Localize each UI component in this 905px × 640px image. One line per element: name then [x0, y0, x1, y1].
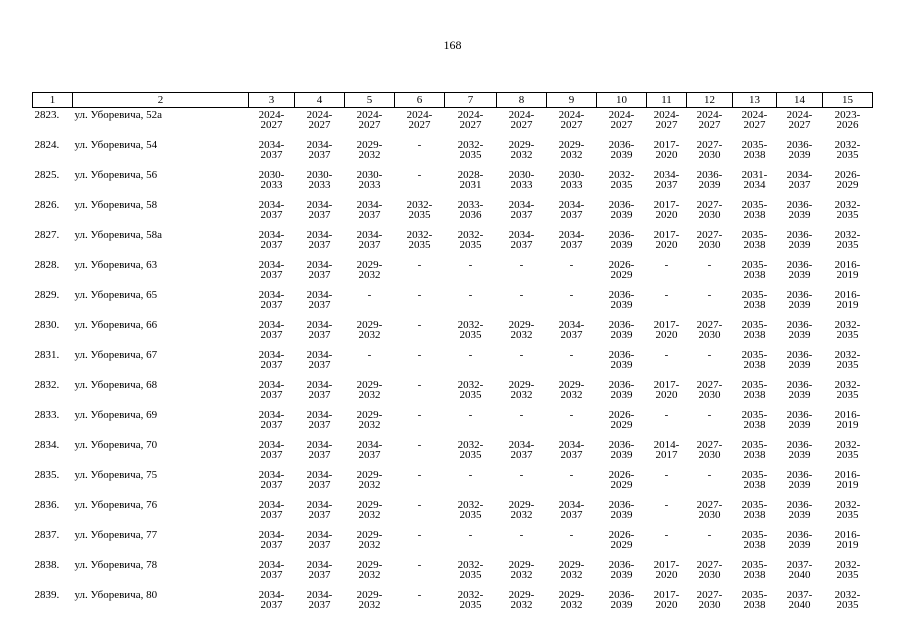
year-range-cell: -	[519, 259, 524, 271]
column-header-11: 11	[647, 93, 687, 108]
year-range-cell: 2036- 2039	[786, 349, 813, 371]
column-header-9: 9	[547, 93, 597, 108]
row-address: ул. Уборевича, 56	[74, 169, 158, 181]
year-range-cell: 2024- 2027	[258, 109, 285, 131]
year-range-cell: 2030- 2033	[558, 169, 585, 191]
year-range-cell: 2034- 2037	[306, 319, 333, 341]
year-range-cell: 2031- 2034	[741, 169, 768, 191]
year-range-cell: 2034- 2037	[306, 259, 333, 281]
year-range-cell: 2035- 2038	[741, 379, 768, 401]
year-range-cell: 2026- 2029	[608, 259, 635, 281]
year-range-cell: 2027- 2030	[696, 559, 723, 581]
year-range-cell: 2036- 2039	[608, 199, 635, 221]
year-range-cell: 2034- 2037	[306, 139, 333, 161]
year-range-cell: 2027- 2030	[696, 499, 723, 521]
year-range-cell: -	[707, 349, 712, 361]
year-range-cell: 2035- 2038	[741, 559, 768, 581]
year-range-cell: 2036- 2039	[786, 199, 813, 221]
year-range-cell: 2032- 2035	[457, 139, 484, 161]
year-range-cell: 2034- 2037	[258, 589, 285, 611]
year-range-cell: -	[417, 559, 422, 571]
year-range-cell: -	[417, 379, 422, 391]
year-range-cell: 2034- 2037	[558, 199, 585, 221]
year-range-cell: 2034- 2037	[306, 409, 333, 431]
table-row	[33, 528, 873, 558]
year-range-cell: -	[417, 319, 422, 331]
year-range-cell: 2017- 2020	[653, 589, 680, 611]
table-row	[33, 378, 873, 408]
year-range-cell: 2017- 2020	[653, 319, 680, 341]
table-row	[33, 288, 873, 318]
year-range-cell: 2017- 2020	[653, 139, 680, 161]
year-range-cell: 2032- 2035	[834, 349, 861, 371]
column-header-12: 12	[687, 93, 733, 108]
year-range-cell: 2029- 2032	[558, 559, 585, 581]
year-range-cell: 2029- 2032	[356, 469, 383, 491]
year-range-cell: 2024- 2027	[786, 109, 813, 131]
year-range-cell: 2032- 2035	[834, 439, 861, 461]
year-range-cell: 2024- 2027	[508, 109, 535, 131]
year-range-cell: -	[417, 349, 422, 361]
row-number: 2826.	[34, 199, 60, 211]
year-range-cell: 2034- 2037	[356, 199, 383, 221]
row-number: 2837.	[34, 529, 60, 541]
year-range-cell: -	[707, 259, 712, 271]
year-range-cell: 2034- 2037	[258, 259, 285, 281]
year-range-cell: -	[569, 349, 574, 361]
column-header-14: 14	[777, 93, 823, 108]
year-range-cell: -	[519, 349, 524, 361]
row-number: 2824.	[34, 139, 60, 151]
year-range-cell: 2035- 2038	[741, 199, 768, 221]
year-range-cell: -	[707, 289, 712, 301]
year-range-cell: 2035- 2038	[741, 259, 768, 281]
year-range-cell: 2036- 2039	[786, 499, 813, 521]
table-row	[33, 108, 873, 139]
year-range-cell: 2029- 2032	[558, 379, 585, 401]
row-number: 2829.	[34, 289, 60, 301]
year-range-cell: 2034- 2037	[508, 229, 535, 251]
year-range-cell: 2024- 2027	[356, 109, 383, 131]
table-row	[33, 348, 873, 378]
year-range-cell: 2034- 2037	[558, 319, 585, 341]
year-range-cell: 2037- 2040	[786, 589, 813, 611]
year-range-cell: -	[569, 469, 574, 481]
row-address: ул. Уборевича, 78	[74, 559, 158, 571]
year-range-cell: 2024- 2027	[457, 109, 484, 131]
year-range-cell: 2036- 2039	[786, 289, 813, 311]
year-range-cell: 2016- 2019	[834, 259, 861, 281]
year-range-cell: 2036- 2039	[786, 439, 813, 461]
year-range-cell: 2036- 2039	[608, 499, 635, 521]
row-number: 2830.	[34, 319, 60, 331]
row-number: 2828.	[34, 259, 60, 271]
year-range-cell: -	[569, 259, 574, 271]
year-range-cell: 2034- 2037	[258, 229, 285, 251]
year-range-cell: 2034- 2037	[306, 349, 333, 371]
year-range-cell: 2027- 2030	[696, 589, 723, 611]
year-range-cell: 2034- 2037	[306, 229, 333, 251]
row-address: ул. Уборевича, 67	[74, 349, 158, 361]
year-range-cell: 2032- 2035	[834, 319, 861, 341]
year-range-cell: -	[569, 409, 574, 421]
year-range-cell: 2023- 2026	[834, 109, 861, 131]
column-header-5: 5	[345, 93, 395, 108]
year-range-cell: -	[707, 409, 712, 421]
year-range-cell: 2034- 2037	[558, 439, 585, 461]
year-range-cell: -	[417, 499, 422, 511]
row-address: ул. Уборевича, 58а	[74, 229, 162, 241]
year-range-cell: 2034- 2037	[258, 199, 285, 221]
year-range-cell: -	[417, 589, 422, 601]
column-header-3: 3	[249, 93, 295, 108]
year-range-cell: -	[417, 259, 422, 271]
year-range-cell: -	[519, 289, 524, 301]
column-header-7: 7	[445, 93, 497, 108]
year-range-cell: -	[664, 259, 669, 271]
year-range-cell: 2024- 2027	[558, 109, 585, 131]
year-range-cell: 2036- 2039	[696, 169, 723, 191]
year-range-cell: -	[367, 349, 372, 361]
table-row	[33, 408, 873, 438]
year-range-cell: 2036- 2039	[608, 439, 635, 461]
year-range-cell: 2036- 2039	[608, 289, 635, 311]
column-header-1: 1	[33, 93, 73, 108]
year-range-cell: 2032- 2035	[406, 199, 433, 221]
year-range-cell: 2030- 2033	[306, 169, 333, 191]
table-row	[33, 258, 873, 288]
year-range-cell: -	[519, 409, 524, 421]
year-range-cell: 2034- 2037	[306, 559, 333, 581]
year-range-cell: 2035- 2038	[741, 439, 768, 461]
year-range-cell: 2029- 2032	[356, 589, 383, 611]
year-range-cell: -	[417, 409, 422, 421]
table-row	[33, 138, 873, 168]
year-range-cell: 2036- 2039	[608, 559, 635, 581]
year-range-cell: -	[664, 499, 669, 511]
table-row	[33, 228, 873, 258]
year-range-cell: 2016- 2019	[834, 469, 861, 491]
row-number: 2838.	[34, 559, 60, 571]
year-range-cell: 2032- 2035	[457, 439, 484, 461]
year-range-cell: 2034- 2037	[786, 169, 813, 191]
year-range-cell: 2028- 2031	[457, 169, 484, 191]
year-range-cell: -	[664, 469, 669, 481]
column-header-8: 8	[497, 93, 547, 108]
year-range-cell: -	[664, 349, 669, 361]
year-range-cell: -	[468, 469, 473, 481]
year-range-cell: 2034- 2037	[258, 409, 285, 431]
year-range-cell: 2032- 2035	[834, 229, 861, 251]
row-number: 2836.	[34, 499, 60, 511]
year-range-cell: 2036- 2039	[608, 229, 635, 251]
year-range-cell: 2032- 2035	[457, 319, 484, 341]
row-address: ул. Уборевича, 66	[74, 319, 158, 331]
year-range-cell: 2017- 2020	[653, 199, 680, 221]
year-range-cell: 2027- 2030	[696, 229, 723, 251]
year-range-cell: 2030- 2033	[258, 169, 285, 191]
year-range-cell: 2032- 2035	[457, 229, 484, 251]
year-range-cell: 2036- 2039	[786, 409, 813, 431]
year-range-cell: 2030- 2033	[356, 169, 383, 191]
year-range-cell: 2036- 2039	[608, 349, 635, 371]
year-range-cell: 2034- 2037	[258, 559, 285, 581]
year-range-cell: 2026- 2029	[608, 529, 635, 551]
year-range-cell: 2027- 2030	[696, 319, 723, 341]
year-range-cell: 2029- 2032	[356, 559, 383, 581]
row-number: 2831.	[34, 349, 60, 361]
year-range-cell: 2032- 2035	[406, 229, 433, 251]
year-range-cell: 2024- 2027	[653, 109, 680, 131]
year-range-cell: 2034- 2037	[558, 499, 585, 521]
year-range-cell: -	[519, 529, 524, 541]
row-address: ул. Уборевича, 65	[74, 289, 158, 301]
year-range-cell: 2034- 2037	[258, 499, 285, 521]
row-address: ул. Уборевича, 69	[74, 409, 158, 421]
year-range-cell: 2032- 2035	[834, 379, 861, 401]
row-address: ул. Уборевича, 70	[74, 439, 158, 451]
year-range-cell: 2036- 2039	[608, 379, 635, 401]
year-range-cell: 2034- 2037	[258, 379, 285, 401]
year-range-cell: 2035- 2038	[741, 229, 768, 251]
year-range-cell: 2036- 2039	[608, 319, 635, 341]
row-number: 2827.	[34, 229, 60, 241]
year-range-cell: -	[417, 529, 422, 541]
year-range-cell: -	[468, 349, 473, 361]
year-range-cell: 2036- 2039	[786, 319, 813, 341]
year-range-cell: 2037- 2040	[786, 559, 813, 581]
row-number: 2833.	[34, 409, 60, 421]
table-row	[33, 198, 873, 228]
row-address: ул. Уборевича, 58	[74, 199, 158, 211]
year-range-cell: 2017- 2020	[653, 559, 680, 581]
row-number: 2834.	[34, 439, 60, 451]
row-address: ул. Уборевича, 68	[74, 379, 158, 391]
year-range-cell: 2016- 2019	[834, 289, 861, 311]
year-range-cell: 2024- 2027	[696, 109, 723, 131]
year-range-cell: 2029- 2032	[508, 379, 535, 401]
year-range-cell: 2029- 2032	[356, 409, 383, 431]
year-range-cell: 2029- 2032	[356, 319, 383, 341]
year-range-cell: -	[569, 529, 574, 541]
year-range-cell: 2034- 2037	[558, 229, 585, 251]
row-number: 2825.	[34, 169, 60, 181]
column-header-4: 4	[295, 93, 345, 108]
column-header-13: 13	[733, 93, 777, 108]
year-range-cell: 2032- 2035	[834, 199, 861, 221]
year-range-cell: 2036- 2039	[786, 259, 813, 281]
row-number: 2839.	[34, 589, 60, 601]
year-range-cell: 2034- 2037	[306, 379, 333, 401]
year-range-cell: -	[417, 139, 422, 151]
year-range-cell: 2017- 2020	[653, 379, 680, 401]
year-range-cell: 2034- 2037	[306, 289, 333, 311]
year-range-cell: -	[664, 409, 669, 421]
page-number: 168	[443, 38, 462, 52]
row-number: 2835.	[34, 469, 60, 481]
year-range-cell: 2029- 2032	[508, 499, 535, 521]
year-range-cell: -	[707, 469, 712, 481]
year-range-cell: 2029- 2032	[558, 589, 585, 611]
row-address: ул. Уборевича, 75	[74, 469, 158, 481]
year-range-cell: 2034- 2037	[258, 289, 285, 311]
year-range-cell: 2029- 2032	[356, 529, 383, 551]
table-row	[33, 168, 873, 198]
header-row	[33, 93, 873, 108]
year-range-cell: 2024- 2027	[406, 109, 433, 131]
year-range-cell: 2029- 2032	[558, 139, 585, 161]
year-range-cell: -	[707, 529, 712, 541]
row-address: ул. Уборевича, 77	[74, 529, 158, 541]
table-row	[33, 558, 873, 588]
row-address: ул. Уборевича, 63	[74, 259, 158, 271]
year-range-cell: -	[468, 409, 473, 421]
table-row	[33, 498, 873, 528]
table-row	[33, 438, 873, 468]
year-range-cell: 2017- 2020	[653, 229, 680, 251]
year-range-cell: -	[468, 289, 473, 301]
year-range-cell: 2034- 2037	[306, 439, 333, 461]
year-range-cell: 2034- 2037	[258, 469, 285, 491]
year-range-cell: 2035- 2038	[741, 589, 768, 611]
year-range-cell: 2035- 2038	[741, 469, 768, 491]
year-range-cell: 2034- 2037	[508, 199, 535, 221]
year-range-cell: 2029- 2032	[508, 559, 535, 581]
column-header-15: 15	[823, 93, 873, 108]
year-range-cell: -	[367, 289, 372, 301]
year-range-cell: -	[468, 529, 473, 541]
year-range-cell: -	[417, 289, 422, 301]
year-range-cell: 2035- 2038	[741, 319, 768, 341]
year-range-cell: 2035- 2038	[741, 349, 768, 371]
year-range-cell: 2036- 2039	[786, 229, 813, 251]
year-range-cell: 2027- 2030	[696, 439, 723, 461]
year-range-cell: 2029- 2032	[508, 319, 535, 341]
year-range-cell: 2034- 2037	[258, 139, 285, 161]
year-range-cell: 2034- 2037	[258, 439, 285, 461]
year-range-cell: 2034- 2037	[508, 439, 535, 461]
year-range-cell: 2032- 2035	[834, 499, 861, 521]
year-range-cell: 2036- 2039	[608, 589, 635, 611]
year-range-cell: 2029- 2032	[356, 379, 383, 401]
year-range-cell: 2016- 2019	[834, 529, 861, 551]
year-range-cell: 2036- 2039	[786, 379, 813, 401]
year-range-cell: 2029- 2032	[356, 259, 383, 281]
year-range-cell: 2035- 2038	[741, 289, 768, 311]
year-range-cell: 2034- 2037	[356, 439, 383, 461]
year-range-cell: 2026- 2029	[608, 469, 635, 491]
year-range-cell: -	[417, 439, 422, 451]
year-range-cell: 2033- 2036	[457, 199, 484, 221]
year-range-cell: 2035- 2038	[741, 139, 768, 161]
year-range-cell: -	[664, 529, 669, 541]
year-range-cell: 2032- 2035	[457, 589, 484, 611]
year-range-cell: 2034- 2037	[653, 169, 680, 191]
year-range-cell: 2036- 2039	[786, 529, 813, 551]
year-range-cell: 2024- 2027	[608, 109, 635, 131]
year-range-cell: 2035- 2038	[741, 529, 768, 551]
year-range-cell: 2029- 2032	[356, 139, 383, 161]
repair-schedule-table	[32, 92, 873, 618]
year-range-cell: 2032- 2035	[457, 379, 484, 401]
year-range-cell: 2029- 2032	[508, 589, 535, 611]
table-row	[33, 468, 873, 498]
year-range-cell: 2032- 2035	[834, 589, 861, 611]
row-number: 2832.	[34, 379, 60, 391]
table-row	[33, 318, 873, 348]
year-range-cell: 2032- 2035	[834, 559, 861, 581]
year-range-cell: 2036- 2039	[608, 139, 635, 161]
row-address: ул. Уборевича, 80	[74, 589, 158, 601]
column-header-10: 10	[597, 93, 647, 108]
year-range-cell: 2026- 2029	[608, 409, 635, 431]
year-range-cell: 2034- 2037	[258, 319, 285, 341]
year-range-cell: 2036- 2039	[786, 469, 813, 491]
year-range-cell: 2032- 2035	[457, 559, 484, 581]
year-range-cell: 2034- 2037	[258, 529, 285, 551]
column-header-6: 6	[395, 93, 445, 108]
year-range-cell: 2027- 2030	[696, 379, 723, 401]
year-range-cell: 2029- 2032	[356, 499, 383, 521]
year-range-cell: 2029- 2032	[508, 139, 535, 161]
year-range-cell: 2034- 2037	[306, 529, 333, 551]
year-range-cell: -	[417, 169, 422, 181]
row-address: ул. Уборевича, 76	[74, 499, 158, 511]
row-address: ул. Уборевича, 52а	[74, 109, 162, 121]
year-range-cell: 2024- 2027	[741, 109, 768, 131]
row-number: 2823.	[34, 109, 60, 121]
year-range-cell: 2034- 2037	[306, 199, 333, 221]
year-range-cell: 2016- 2019	[834, 409, 861, 431]
year-range-cell: 2032- 2035	[834, 139, 861, 161]
year-range-cell: -	[417, 469, 422, 481]
year-range-cell: 2024- 2027	[306, 109, 333, 131]
year-range-cell: 2032- 2035	[608, 169, 635, 191]
row-address: ул. Уборевича, 54	[74, 139, 158, 151]
year-range-cell: 2034- 2037	[356, 229, 383, 251]
year-range-cell: 2014- 2017	[653, 439, 680, 461]
year-range-cell: 2034- 2037	[258, 349, 285, 371]
year-range-cell: 2032- 2035	[457, 499, 484, 521]
year-range-cell: -	[569, 289, 574, 301]
year-range-cell: 2036- 2039	[786, 139, 813, 161]
year-range-cell: 2034- 2037	[306, 499, 333, 521]
year-range-cell: 2035- 2038	[741, 409, 768, 431]
table-row	[33, 588, 873, 618]
year-range-cell: 2035- 2038	[741, 499, 768, 521]
year-range-cell: 2027- 2030	[696, 139, 723, 161]
year-range-cell: 2034- 2037	[306, 589, 333, 611]
year-range-cell: 2030- 2033	[508, 169, 535, 191]
column-header-2: 2	[73, 93, 249, 108]
year-range-cell: 2034- 2037	[306, 469, 333, 491]
year-range-cell: -	[519, 469, 524, 481]
year-range-cell: 2026- 2029	[834, 169, 861, 191]
year-range-cell: -	[664, 289, 669, 301]
year-range-cell: -	[468, 259, 473, 271]
year-range-cell: 2027- 2030	[696, 199, 723, 221]
